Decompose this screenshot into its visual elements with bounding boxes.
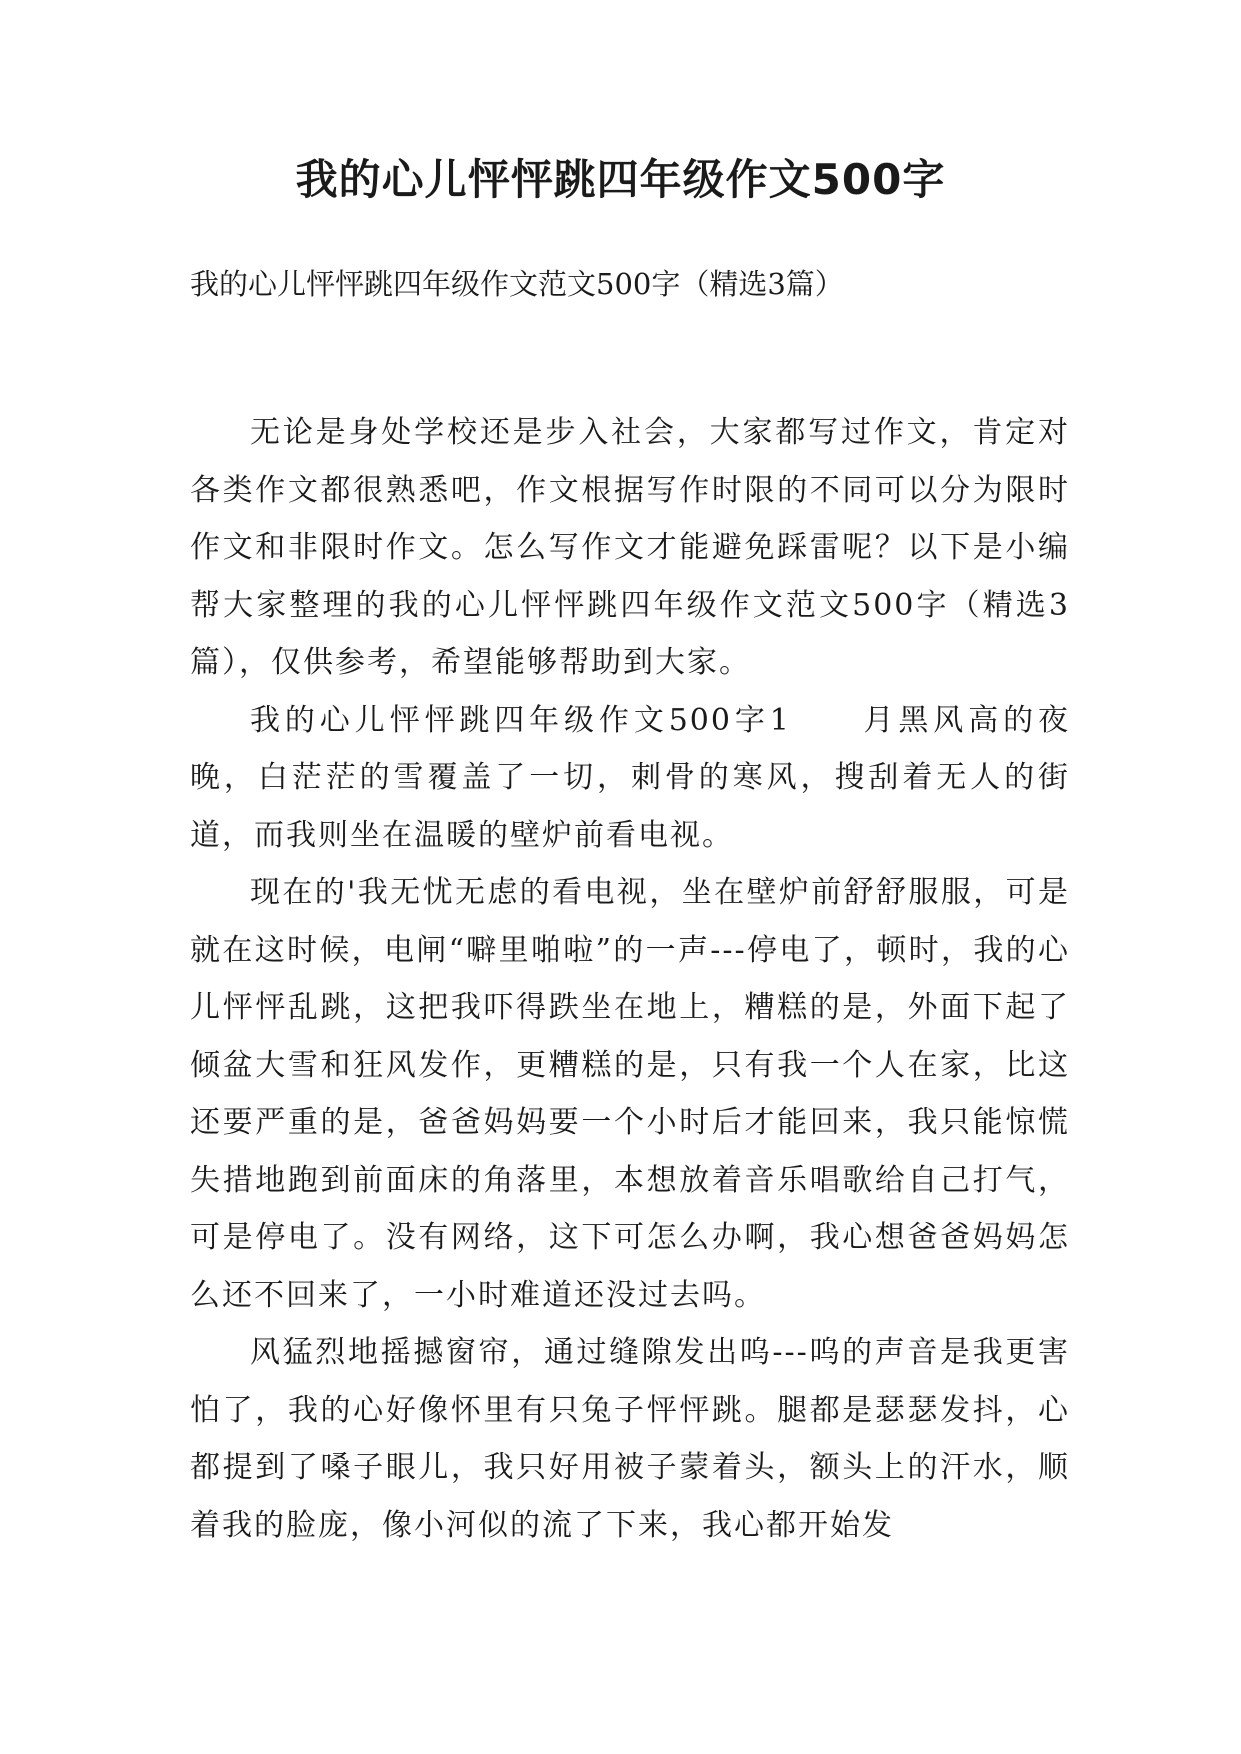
document-body bbox=[190, 404, 1070, 1554]
document-subtitle: 我的心儿怦怦跳四年级作文范文500字（精选3篇） bbox=[190, 267, 844, 301]
paragraph-power-outage: 现在的'我无忧无虑的看电视，坐在壁炉前舒舒服服，可是就在这时候，电闸“噼里啪啦”的一声---停电了，顿时，我的心儿怦怦乱跳，这把我吓得跌坐在地上，糟糕的是，外面下起了倾盆大雪和狂风发作，更糟糕的是，只有我一个人在家，比这还要严重的是，爸爸妈妈要一个小时后才能回来，我只能惊慌失措地跑到前面床的角落里，本想放着音乐唱歌给自己打气，可是停电了。没有网络，这下可怎么办啊，我心想爸爸妈妈怎么还不回来了，一小时难道还没过去吗。 bbox=[190, 875, 1070, 1313]
document-title: 我的心儿怦怦跳四年级作文500字 bbox=[295, 155, 946, 204]
paragraph-essay-opening: 我的心儿怦怦跳四年级作文500字1 月黑风高的夜晚，白茫茫的雪覆盖了一切，刺骨的寒风，搜刮着无人的街道，而我则坐在温暖的壁炉前看电视。 bbox=[190, 702, 1070, 853]
paragraph-wind-fear: 风猛烈地摇撼窗帘，通过缝隙发出呜---呜的声音是我更害怕了，我的心好像怀里有只兔子怦怦跳。腿都是瑟瑟发抖，心都提到了嗓子眼儿，我只好用被子蒙着头，额头上的汗水，顺着我的脸庞，像小河似的流了下来，我心都开始发 bbox=[190, 1335, 1070, 1543]
paragraph-intro: 无论是身处学校还是步入社会，大家都写过作文，肯定对各类作文都很熟悉吧，作文根据写作时限的不同可以分为限时作文和非限时作文。怎么写作文才能避免踩雷呢？以下是小编帮大家整理的我的心儿怦怦跳四年级作文范文500字（精选3篇），仅供参考，希望能够帮助到大家。 bbox=[190, 415, 1070, 680]
